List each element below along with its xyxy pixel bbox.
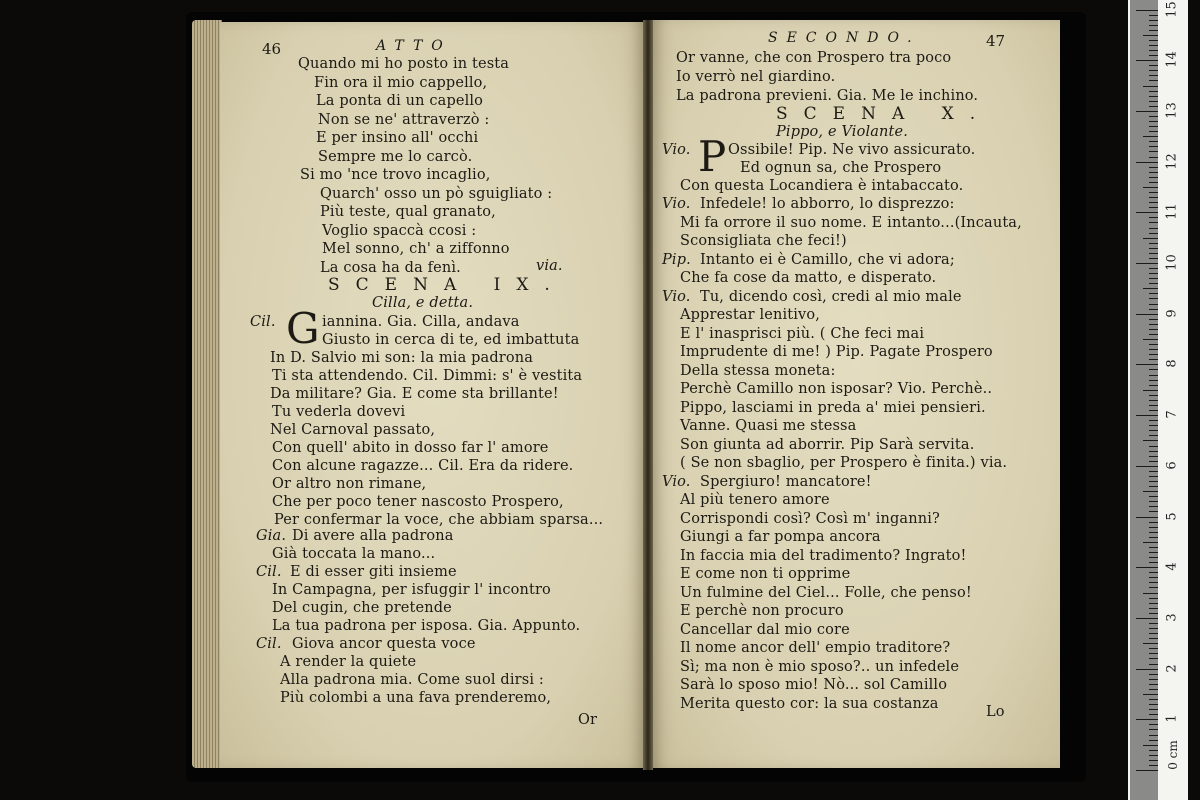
ruler-tick [1143,745,1158,746]
ruler-tick [1149,547,1158,548]
verse-line: Fin ora il mio cappello, [314,74,488,91]
ruler-tick [1149,471,1158,472]
right-running-head: SECONDO. [768,30,921,46]
scene-characters-x: Pippo, e Violante. [776,124,909,140]
ruler-number: 11 [1164,203,1180,221]
ruler-number: 2 [1164,663,1180,673]
dialogue-line: iannina. Gia. Cilla, andava [322,314,520,330]
ruler-tick [1149,608,1158,609]
ruler-tick [1136,719,1158,720]
ruler-tick [1143,35,1158,36]
ruler-tick [1149,268,1158,269]
dialogue-line: Mi fa orrore il suo nome. E intanto...(Incauta, [680,214,1022,231]
ruler-unit-label: 0 cm [1166,740,1180,770]
ruler-tick [1149,735,1158,736]
speaker-label: Vio. [662,473,691,490]
ruler-tick [1149,167,1158,168]
ruler-tick [1136,364,1158,365]
ruler-tick [1149,684,1158,685]
ruler-tick [1149,273,1158,274]
ruler-number: 4 [1164,562,1180,571]
ruler-tick [1149,699,1158,700]
dialogue-line: Ed ognun sa, che Prospero [740,160,942,176]
ruler-tick [1136,212,1158,213]
ruler-tick [1149,278,1158,279]
scene-title-x: SCENA X. [776,104,992,124]
dialogue-line: Più colombi a una fava prenderemo, [280,690,552,706]
speaker-label: Pip. [662,251,691,268]
ruler-tick [1143,491,1158,492]
ruler-tick [1149,395,1158,396]
ruler-tick [1149,151,1158,152]
ruler-number: 9 [1164,309,1180,318]
book-gutter [643,20,653,770]
dialogue-line: E come non ti opprime [680,566,851,582]
ruler-tick [1149,704,1158,705]
ruler-tick [1149,202,1158,203]
dialogue-line: Spergiuro! mancatore! [700,473,872,490]
ruler-tick [1149,709,1158,710]
dialogue-line: In faccia mia del tradimento? Ingrato! [680,547,967,564]
ruler-tick [1149,405,1158,406]
verse-line: Si mo 'nce trovo incaglio, [300,167,491,183]
ruler-tick [1149,598,1158,599]
verse-line: La ponta di un capello [316,93,484,109]
ruler-tick [1149,253,1158,254]
ruler-tick [1149,400,1158,401]
ruler-tick [1149,714,1158,715]
verse-line: La padrona previeni. Gia. Me le inchino. [676,88,979,104]
ruler-tick [1149,582,1158,583]
ruler-tick [1149,50,1158,51]
dialogue-line: Che fa cose da matto, e disperato. [680,270,937,286]
ruler-tick [1149,420,1158,421]
ruler-tick [1143,136,1158,137]
dialogue-line: Apprestar lenitivo, [680,307,821,323]
ruler-tick [1149,587,1158,588]
catchword: Lo [986,704,1005,720]
dialogue-line: Pippo, lasciami in preda a' miei pensieri. [680,399,986,416]
ruler-tick [1136,60,1158,61]
ruler-tick [1149,385,1158,386]
ruler-tick [1149,446,1158,447]
ruler-tick [1136,10,1158,11]
dialogue-line: A render la quiete [280,654,417,670]
ruler-tick [1143,440,1158,441]
dialogue-line: Vanne. Quasi me stessa [680,418,857,434]
ruler-tick [1136,567,1158,568]
ruler-tick [1149,96,1158,97]
ruler-tick [1149,126,1158,127]
verse-line: Mel sonno, ch' a ziffonno [322,241,510,257]
verse-line: Voglio spaccà ccosi : [322,222,477,239]
scene-characters-ix: Cilla, e detta. [372,295,474,311]
ruler-tick [1149,476,1158,477]
catchword: Or [578,712,598,728]
ruler-tick [1149,613,1158,614]
ruler-tick [1136,770,1158,771]
exit-cue: via. [536,258,563,274]
ruler-tick [1136,314,1158,315]
ruler-tick [1149,197,1158,198]
dialogue-line: E perchè non procuro [680,603,844,619]
dialogue-line: Giungi a far pompa ancora [680,529,881,545]
dialogue-line: Intanto ei è Camillo, che vi adora; [700,251,955,268]
ruler-tick [1149,329,1158,330]
ruler-tick [1149,40,1158,41]
ruler-tick [1149,324,1158,325]
dialogue-line: Sarà lo sposo mio! Nò... sol Camillo [680,677,948,693]
ruler-tick [1149,577,1158,578]
dialogue-line: E di esser giti insieme [290,564,457,580]
ruler-tick [1149,486,1158,487]
ruler-tick [1143,390,1158,391]
dialogue-line: Sì; ma non è mio sposo?.. un infedele [680,658,960,675]
ruler-tick [1143,593,1158,594]
dialogue-line: E l' inasprisci più. ( Che feci mai [680,325,925,342]
verse-line: Sempre me lo carcò. [318,148,473,165]
ruler-tick [1149,451,1158,452]
ruler-tick [1149,243,1158,244]
dialogue-line: Alla padrona mia. Come suol dirsi : [280,672,544,688]
dialogue-line: La tua padrona per isposa. Gia. Appunto. [272,618,581,634]
ruler-tick [1149,121,1158,122]
ruler-tick [1149,15,1158,16]
ruler-tick [1149,648,1158,649]
ruler-tick [1149,283,1158,284]
ruler-tick [1149,638,1158,639]
ruler-number: 8 [1164,359,1180,369]
ruler-tick [1149,679,1158,680]
dialogue-line: Infedele! lo abborro, lo disprezzo: [700,196,955,212]
ruler-tick [1149,572,1158,573]
ruler-tick [1149,30,1158,31]
ruler-tick [1149,192,1158,193]
ruler-tick [1136,517,1158,518]
ruler-number: 5 [1164,511,1180,521]
ruler-tick [1149,755,1158,756]
dialogue-line: Merita questo cor: la sua costanza [680,695,939,712]
ruler-tick [1149,461,1158,462]
speaker-label: Vio. [662,196,691,212]
ruler-number: 12 [1164,152,1180,170]
ruler-tick [1149,141,1158,142]
speaker-label: Vio. [662,288,691,305]
ruler-tick [1149,146,1158,147]
ruler-tick [1149,537,1158,538]
dialogue-line: In Campagna, per isfuggir l' incontro [272,582,551,598]
dialogue-line: Nel Carnoval passato, [270,422,436,438]
dialogue-line: Giova ancor questa voce [292,636,476,652]
ruler-tick [1149,298,1158,299]
dialogue-line: Il nome ancor dell' empio traditore? [680,640,951,656]
ruler-tick [1149,562,1158,563]
page-edges [192,20,222,768]
dialogue-line: Con questa Locandiera è intabaccato. [680,178,964,194]
ruler-tick [1136,669,1158,670]
ruler-tick [1136,111,1158,112]
verse-line: E per insino all' occhi [316,130,479,146]
ruler-tick [1149,765,1158,766]
ruler-number: 3 [1164,613,1180,622]
ruler-tick [1149,653,1158,654]
ruler-tick [1149,349,1158,350]
verse-line: Non se ne' attraverzò : [318,111,490,128]
speaker-label: Vio. [662,142,691,158]
dialogue-line: Son giunta ad aborrir. Pip Sarà servita. [680,436,975,453]
ruler-number: 10 [1164,254,1180,271]
ruler-tick [1149,628,1158,629]
speaker-label: Cil. [256,564,282,580]
dialogue-line: ( Se non sbaglio, per Prospero è finita.) via. [680,455,1008,471]
ruler-tick [1149,425,1158,426]
ruler-tick [1149,344,1158,345]
verse-line: Quarch' osso un pò sguigliato : [320,185,553,202]
dialogue-line: Ti sta attendendo. Cil. Dimmi: s' è vestita [272,368,583,384]
speaker-label: Cil. [250,314,276,330]
ruler-tick [1149,65,1158,66]
ruler-tick [1149,430,1158,431]
dialogue-line: Tu, dicendo così, credi al mio male [700,288,962,305]
ruler-tick [1149,552,1158,553]
ruler-tick [1149,380,1158,381]
ruler-tick [1149,603,1158,604]
ruler-tick [1149,532,1158,533]
ruler-tick [1143,542,1158,543]
ruler-tick [1149,435,1158,436]
dialogue-line: Or altro non rimane, [272,476,427,492]
ruler-tick [1149,511,1158,512]
dialogue-line: In D. Salvio mi son: la mia padrona [270,350,534,366]
ruler-number: 15 [1164,0,1180,18]
dialogue-line: Da militare? Gia. E come sta brillante! [270,386,559,402]
ruler-tick [1149,664,1158,665]
dialogue-line: Ossibile! Pip. Ne vivo assicurato. [728,142,976,158]
ruler-tick [1149,557,1158,558]
ruler-tick [1149,20,1158,21]
verse-line: Quando mi ho posto in testa [298,56,510,72]
ruler-tick [1136,618,1158,619]
dialogue-line: Al più tenero amore [680,492,830,508]
ruler-tick [1143,694,1158,695]
ruler-tick [1149,527,1158,528]
dialogue-line: Tu vederla dovevi [272,404,406,420]
left-page-number: 46 [262,40,282,58]
ruler-tick [1149,496,1158,497]
ruler-tick [1149,177,1158,178]
ruler-tick [1149,157,1158,158]
dialogue-line: Della stessa moneta: [680,362,836,379]
ruler-tick [1143,187,1158,188]
dialogue-line: Di avere alla padrona [292,528,454,544]
left-running-head: ATTO [376,38,452,54]
dialogue-line: Con alcune ragazze... Cil. Era da ridere. [272,458,574,474]
ruler-tick [1149,116,1158,117]
ruler-tick [1149,750,1158,751]
drop-capital-g: G [286,304,320,353]
ruler-tick [1136,415,1158,416]
ruler-tick [1149,106,1158,107]
dialogue-line: Un fulmine del Ciel... Folle, che penso! [680,584,972,601]
ruler-tick [1149,633,1158,634]
ruler-tick [1149,258,1158,259]
ruler-tick [1149,233,1158,234]
ruler-tick [1143,643,1158,644]
ruler-number: 6 [1164,461,1180,470]
ruler-tick [1136,162,1158,163]
ruler-tick [1149,207,1158,208]
ruler-tick [1149,724,1158,725]
dialogue-line: Imprudente di me! ) Pip. Pagate Prospero [680,344,993,360]
ruler-tick [1143,288,1158,289]
ruler-tick [1149,481,1158,482]
ruler-number: 13 [1164,102,1180,119]
ruler-tick [1143,86,1158,87]
ruler-tick [1149,501,1158,502]
ruler-tick [1149,760,1158,761]
ruler-tick [1149,25,1158,26]
dialogue-line: Che per poco tener nascosto Prospero, [272,494,564,510]
ruler-tick [1143,339,1158,340]
dialogue-line: Perchè Camillo non isposar? Vio. Perchè.. [680,381,993,397]
dialogue-line: Giusto in cerca di te, ed imbattuta [322,332,580,348]
ruler-tick [1149,319,1158,320]
ruler-tick [1149,70,1158,71]
ruler-tick [1149,658,1158,659]
ruler-tick [1149,674,1158,675]
dialogue-line: Già toccata la mano... [272,546,436,562]
ruler-number: 1 [1164,714,1180,723]
ruler-tick [1149,172,1158,173]
ruler-tick [1149,410,1158,411]
ruler-tick [1149,506,1158,507]
verse-line: Io verrò nel giardino. [676,69,836,85]
ruler-tick [1149,375,1158,376]
ruler-tick [1149,369,1158,370]
ruler-tick [1149,222,1158,223]
ruler-tick [1149,456,1158,457]
dialogue-line: Con quell' abito in dosso far l' amore [272,440,549,456]
verse-line: Or vanne, che con Prospero tra poco [676,50,952,66]
ruler-tick [1149,248,1158,249]
ruler-tick [1136,466,1158,467]
dialogue-line: Cancellar dal mio core [680,621,850,638]
ruler-tick [1149,217,1158,218]
ruler-tick [1149,623,1158,624]
ruler-tick [1149,334,1158,335]
ruler-tick [1149,80,1158,81]
scene-title-ix: SCENA IX. [328,275,566,295]
dialogue-line: Per confermar la voce, che abbiam sparsa... [274,512,604,528]
drop-capital-p: P [698,132,727,181]
ruler-tick [1149,729,1158,730]
verse-line: La cosa ha da fenì. [320,259,461,276]
ruler-tick [1149,309,1158,310]
ruler-tick [1149,354,1158,355]
dialogue-line: Corrispondi così? Così m' inganni? [680,510,940,527]
ruler-tick [1149,131,1158,132]
ruler-tick [1149,91,1158,92]
verse-line: Più teste, qual granato, [320,204,496,220]
ruler-number: 14 [1164,51,1180,68]
ruler-tick [1149,293,1158,294]
dialogue-line: Del cugin, che pretende [272,600,452,616]
ruler-tick [1149,522,1158,523]
ruler-tick [1149,228,1158,229]
ruler-tick [1143,238,1158,239]
ruler-tick [1149,75,1158,76]
ruler-tick [1149,182,1158,183]
ruler-tick [1149,101,1158,102]
ruler-tick [1136,263,1158,264]
right-page-number: 47 [986,32,1006,50]
ruler-number: 7 [1164,410,1180,419]
ruler-tick [1149,304,1158,305]
ruler-tick [1149,740,1158,741]
ruler-tick [1149,45,1158,46]
dialogue-line: Sconsigliata che feci!) [680,233,847,249]
ruler-tick [1149,689,1158,690]
speaker-label: Gia. [256,528,287,544]
ruler-tick [1149,359,1158,360]
ruler-tick [1149,55,1158,56]
speaker-label: Cil. [256,636,282,652]
